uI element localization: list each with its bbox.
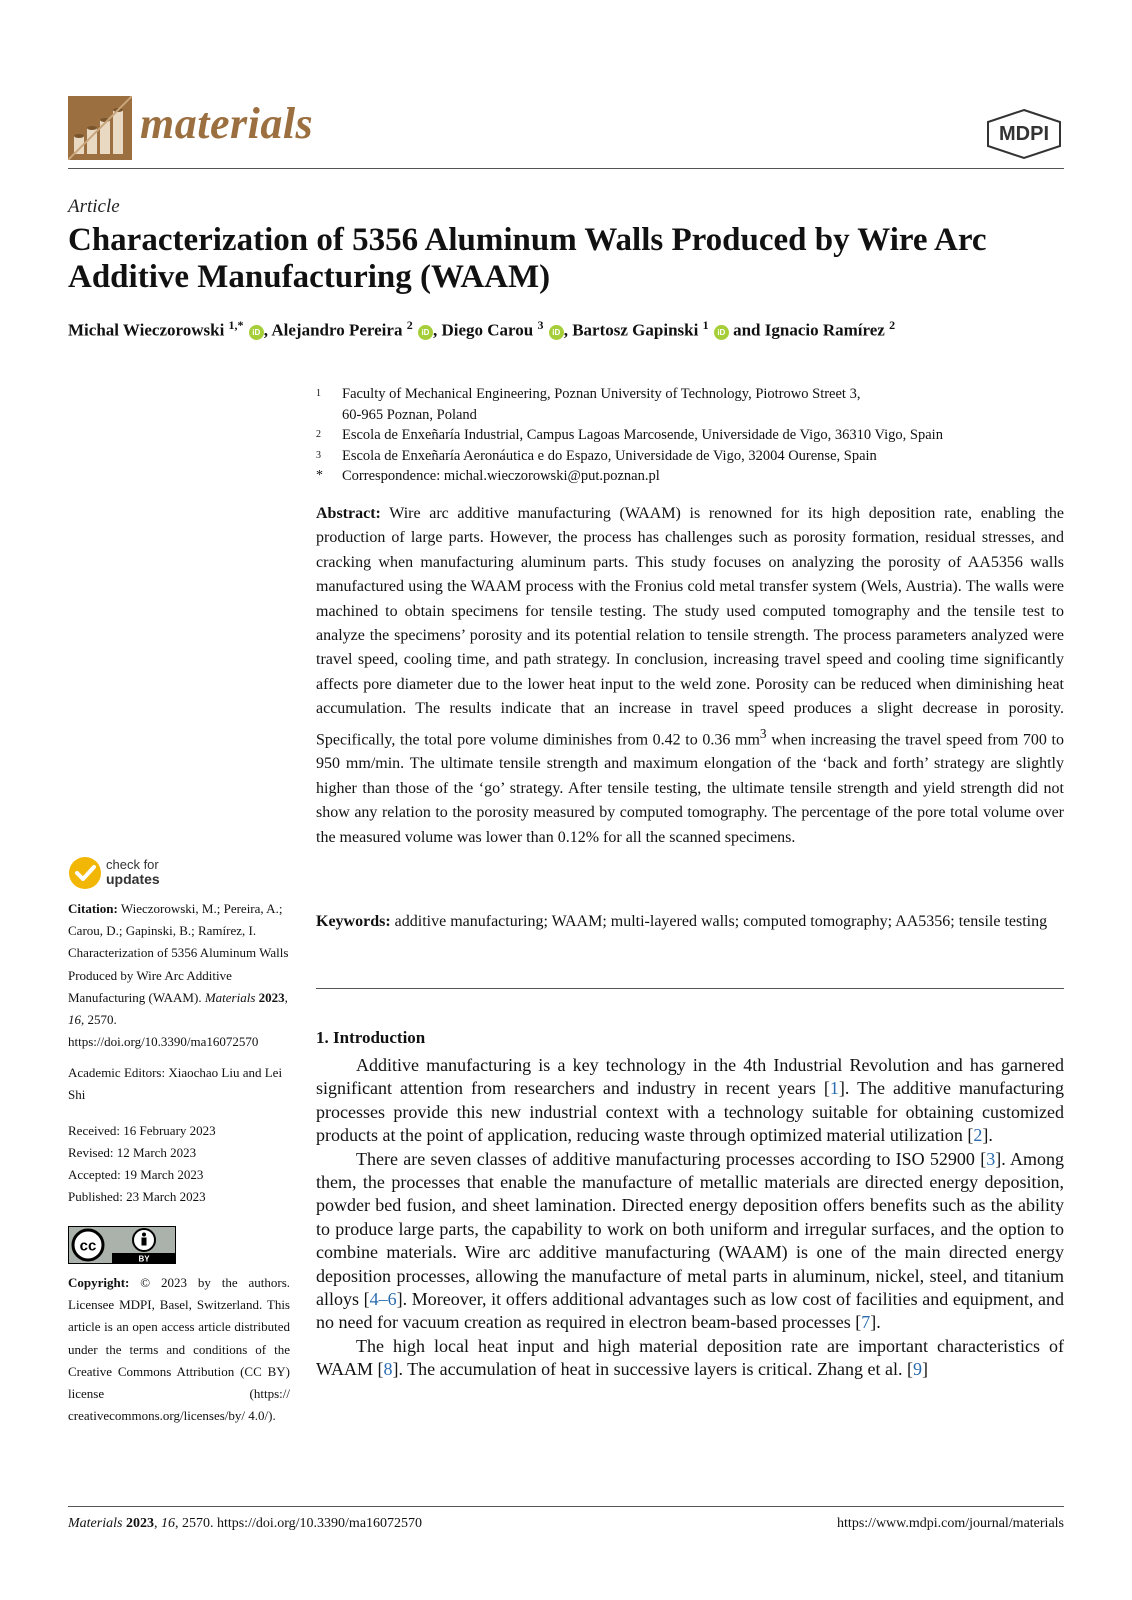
author-affil-mark: 1,* bbox=[228, 318, 244, 332]
date-revised: Revised: 12 March 2023 bbox=[68, 1145, 197, 1160]
affiliation-item: 2 Escola de Enxeñaría Industrial, Campus Lagoas Marcosende, Universidade de Vigo, 36310 Vigo, Spain bbox=[316, 427, 943, 443]
date-received: Received: 16 February 2023 bbox=[68, 1123, 216, 1138]
svg-text:cc: cc bbox=[79, 1237, 97, 1255]
reference-link[interactable]: 4–6 bbox=[369, 1289, 397, 1310]
affiliation-item: 1 Faculty of Mechanical Engineering, Poznan University of Technology, Piotrowo Street 3, 60-965 Poznan, Poland bbox=[316, 386, 861, 423]
keywords-label: Keywords: bbox=[316, 913, 391, 930]
author-affil-mark: 3 bbox=[537, 318, 544, 332]
mdpi-logo-text: MDPI bbox=[999, 123, 1049, 145]
reference-link[interactable]: 7 bbox=[861, 1312, 871, 1333]
check-updates-icon[interactable] bbox=[68, 856, 102, 890]
citation: Citation: Wieczorowski, M.; Pereira, A.; Carou, D.; Gapinski, B.; Ramírez, I. Characterization of 5356 Aluminum Walls Produced by Wire Arc Additive Manufacturing (WAAM). Materials 2023, 16, 2570. https://doi.org/10.3390/ma16072570 bbox=[68, 901, 289, 1050]
reference-link[interactable]: 1 bbox=[829, 1078, 839, 1099]
keywords bbox=[316, 910, 1064, 934]
reference-link[interactable]: 8 bbox=[383, 1359, 393, 1380]
orcid-icon[interactable]: iD bbox=[714, 325, 729, 340]
author-affil-mark: 2 bbox=[889, 318, 896, 332]
introduction-body bbox=[316, 1054, 1064, 1382]
materials-logo-icon bbox=[68, 96, 132, 160]
affiliation-item: 3 Escola de Enxeñaría Aeronáutica e do Espazo, Universidade de Vigo, 32004 Ourense, Spain bbox=[316, 447, 877, 464]
footer-journal-url[interactable]: https://www.mdpi.com/journal/materials bbox=[837, 1516, 1064, 1531]
date-published: Published: 23 March 2023 bbox=[68, 1189, 206, 1204]
abstract-divider bbox=[316, 988, 1064, 989]
abstract-text: Wire arc additive manufacturing (WAAM) is renowned for its high deposition rate, enabling the production of large parts. However, the process has challenges such as porosity formation, residual stresses, and cracking when manufacturing aluminum parts. This study focuses on analyzing the porosity of AA5356 walls manufactured using the WAAM process with the Fronius cold metal transfer system (Wels, Austria). The walls were machined to obtain specimens for tensile testing. The study used computed tomography and the tensile test to analyze the specimens’ porosity and its potential relation to tensile strength. The process parameters analyzed were travel speed, cooling time, and path strategy. In conclusion, increasing travel speed and cooling time significantly affects pore diameter due to the lower heat input to the weld zone. Porosity can be reduced when diminishing heat accumulation. The results indicate that an increase in travel speed produces a slight decrease in porosity. Specifically, the total pore volume diminishes from 0.42 to 0.36 mm bbox=[316, 505, 1065, 748]
check-updates-label[interactable]: check for updates bbox=[106, 857, 160, 887]
abstract: Abstract: Wire arc additive manufacturing (WAAM) is renowned for its high deposition rate, enabling the production of large parts. However, the process has challenges such as porosity formation, residual stresses, and cracking when manufacturing aluminum parts. This study focuses on analyzing the porosity of AA5356 walls manufactured using the WAAM process with the Fronius cold metal transfer system (Wels, Austria). The walls were machined to obtain specimens for tensile testing. The study used computed tomography and the tensile test to analyze the specimens’ porosity and its potential relation to tensile strength. The process parameters analyzed were travel speed, cooling time, and path strategy. In conclusion, increasing travel speed and cooling time significantly affects pore diameter due to the lower heat input to the weld zone. Porosity can be reduced when diminishing heat accumulation. The results indicate that an increase in travel speed produces a slight decrease in porosity. Specifically, the total pore volume diminishes from 0.42 to 0.36 $mm^3$ when increasing the travel speed from 700 to 950 mm/min. The ultimate tensile strength and maximum elongation of the ‘back and forth’ strategy are slightly higher than those of the ‘go’ strategy. After tensile testing, the ultimate tensile strength and yield strength did not show any relation to the porosity measured by computed tomography. The percentage of the pore total volume over the measured volume was lower than 0.12% for all the scanned specimens. bbox=[316, 505, 1065, 846]
date-accepted: Accepted: 19 March 2023 bbox=[68, 1167, 204, 1182]
paragraph: The high local heat input and high material deposition rate are important characteristics of WAAM [8]. The accumulation of heat in successive layers is critical. Zhang et al. [9] bbox=[316, 1335, 1064, 1380]
orcid-icon[interactable]: iD bbox=[249, 325, 264, 340]
author-affil-mark: 1 bbox=[702, 318, 709, 332]
footer-divider bbox=[68, 1506, 1064, 1507]
author-affil-mark: 2 bbox=[406, 318, 413, 332]
author-list: Michal Wieczorowski $^{1,*}$ iD , Alejandro Pereira $^2$ iD , Diego Carou $^3$ iD , Bartosz Gapinski $^1$ iD and Ignacio Ramírez $^2$ bbox=[68, 318, 896, 340]
paragraph: There are seven classes of additive manufacturing processes according to ISO 52900 [3]. Among them, the processes that enable the manufacture of metallic materials are directed energy deposition, powder bed fusion, and sheet lamination. Directed energy deposition offers benefits such as the ability to produce large parts, the capability to work on both uniform and irregular surfaces, and the option to combine materials. Wire arc additive manufacturing (WAAM) is one of the main directed energy deposition processes, allowing the manufacture of metal parts in aluminum, nickel, steel, and titanium alloys [4–6]. Moreover, it offers additional advantages such as low cost of facilities and equipment, and no need for vacuum creation as required in electron beam-based processes [7]. bbox=[316, 1148, 1064, 1333]
header-divider bbox=[68, 168, 1064, 169]
abstract-label: Abstract: bbox=[316, 505, 381, 522]
cc-by-text: BY bbox=[138, 1254, 150, 1264]
reference-link[interactable]: 3 bbox=[986, 1148, 996, 1169]
paragraph: Additive manufacturing is a key technology in the 4th Industrial Revolution and has garnered significant attention from researchers and industry in recent years [1]. The additive manufacturing processes provide this new industrial context with a technology suitable for obtaining customized products at the point of application, reducing waste through optimized material utilization [2]. bbox=[316, 1055, 1065, 1146]
orcid-icon[interactable]: iD bbox=[418, 325, 433, 340]
keywords-text: additive manufacturing; WAAM; multi-layered walls; computed tomography; AA5356; tensile testing bbox=[394, 913, 1048, 930]
cc-by-license-icon[interactable] bbox=[68, 1226, 176, 1264]
section-heading: 1. Introduction bbox=[316, 1028, 426, 1047]
author-name[interactable]: Alejandro Pereira bbox=[271, 320, 403, 340]
mdpi-logo-icon bbox=[984, 108, 1064, 160]
affiliation-list bbox=[316, 384, 1076, 487]
author-name[interactable]: Diego Carou bbox=[441, 320, 534, 340]
copyright-notice: Copyright: © 2023 by the authors. Licensee MDPI, Basel, Switzerland. This article is an open access article distributed under the terms and conditions of the Creative Commons Attribution (CC BY) license (https:// creativecommons.org/licenses/by/ 4.0/). bbox=[68, 1275, 290, 1424]
author-name[interactable]: Michal Wieczorowski bbox=[68, 320, 225, 340]
correspondence: * Correspondence: michal.wieczorowski@put.poznan.pl bbox=[316, 468, 660, 484]
reference-link[interactable]: 2 bbox=[973, 1125, 983, 1146]
article-title: Characterization of 5356 Aluminum Walls Produced by Wire Arc Additive Manufacturing (WAAM) bbox=[68, 222, 987, 295]
citation-doi[interactable]: , 2570. https://doi.org/10.3390/ma16072570 bbox=[68, 1012, 259, 1050]
publication-dates bbox=[68, 1120, 290, 1208]
author-name[interactable]: Bartosz Gapinski bbox=[572, 320, 699, 340]
orcid-icon[interactable]: iD bbox=[549, 325, 564, 340]
reference-link[interactable]: 9 bbox=[912, 1359, 922, 1380]
journal-name: materials bbox=[140, 99, 314, 148]
author-name[interactable]: Ignacio Ramírez bbox=[764, 320, 885, 340]
article-type: Article bbox=[68, 196, 120, 217]
footer-citation: Materials 2023, 16, 2570. https://doi.org/10.3390/ma16072570 bbox=[68, 1516, 423, 1531]
academic-editors: Academic Editors: Xiaochao Liu and Lei Shi bbox=[68, 1065, 283, 1102]
